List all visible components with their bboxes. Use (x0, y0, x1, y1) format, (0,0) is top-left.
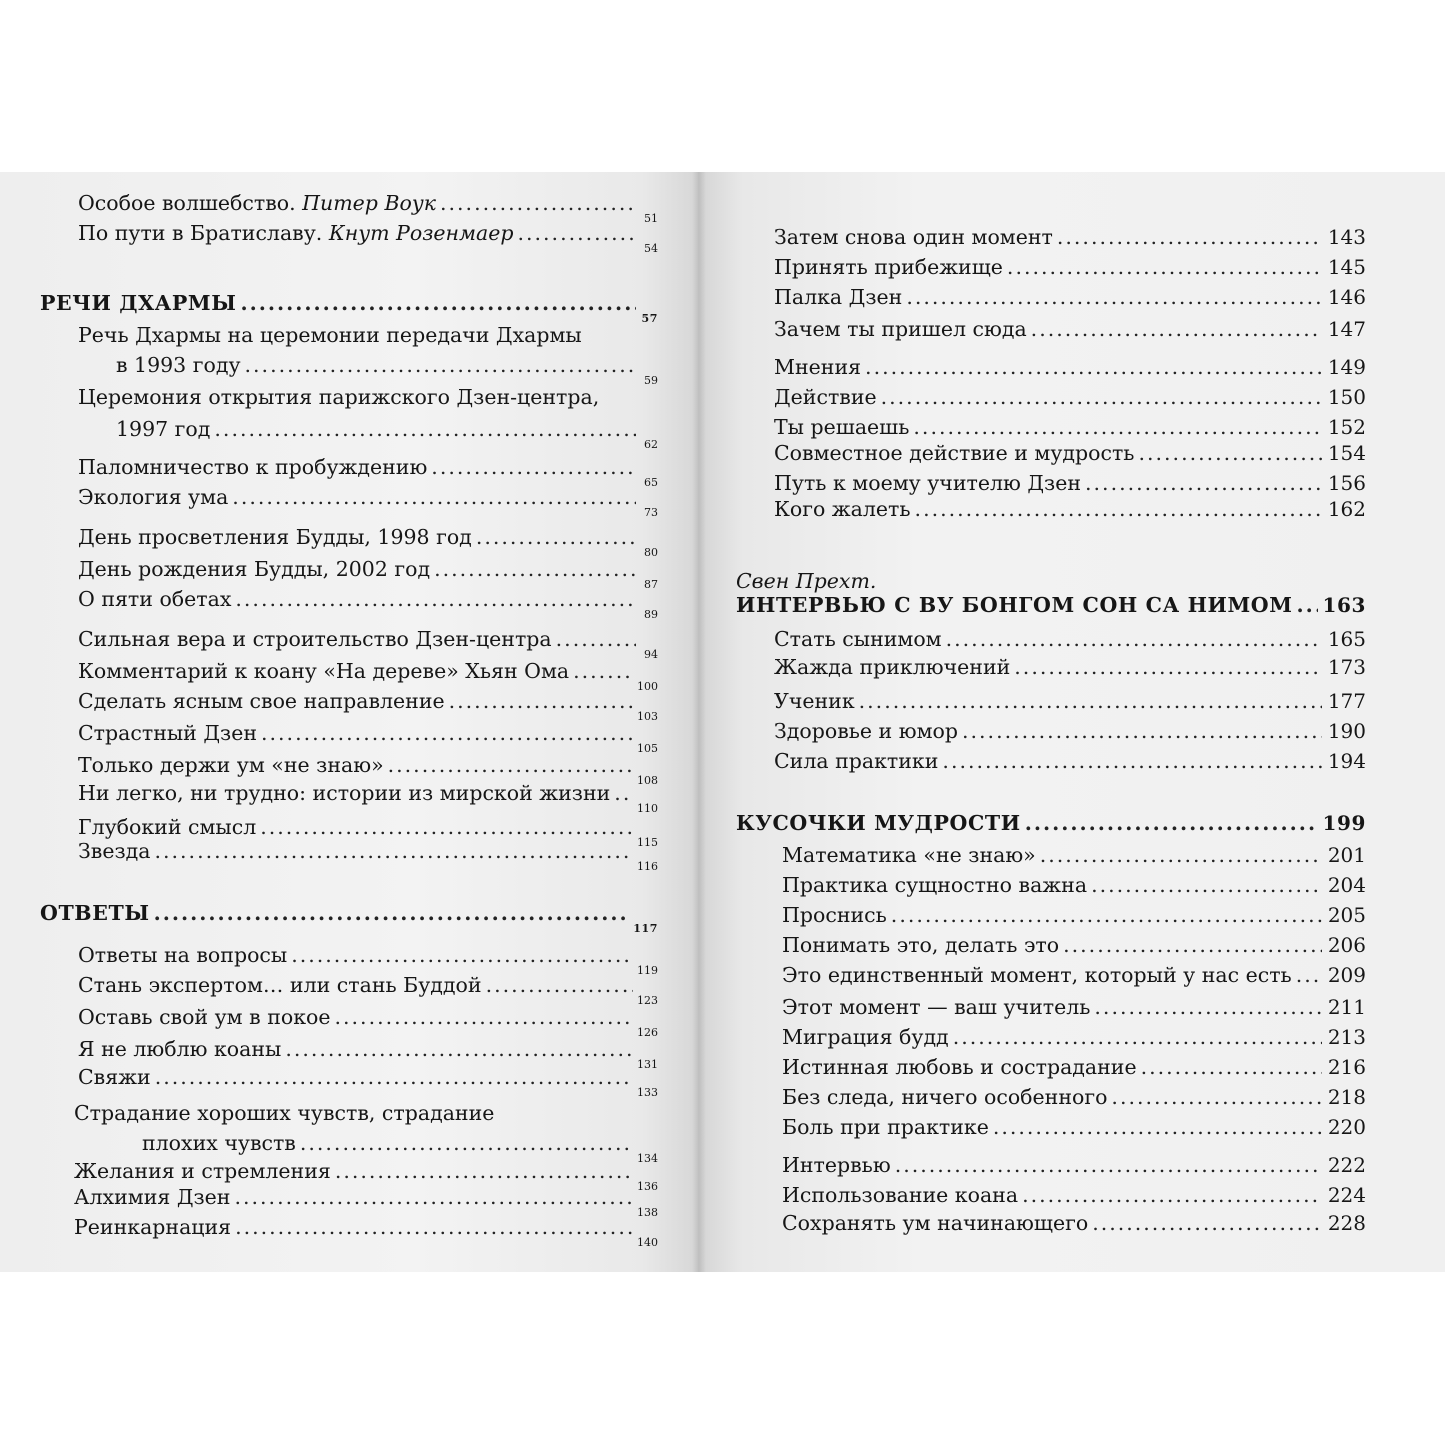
entry-title: Реинкарнация (74, 1215, 232, 1239)
toc-entry (782, 960, 1366, 990)
entry-title: Принять прибежище (774, 255, 1003, 279)
dot-leader (1091, 870, 1322, 900)
toc-entry (782, 992, 1366, 1022)
left-page (0, 172, 698, 1272)
section-heading (736, 808, 1366, 838)
entry-page: 143 (1327, 225, 1366, 249)
entry-page: 115 (637, 836, 658, 849)
entry-title: День рождения Будды, 2002 год (78, 557, 431, 581)
dot-leader (906, 282, 1322, 312)
toc-entry (78, 778, 658, 815)
entry-title-continuation: в 1993 году (116, 353, 241, 377)
entry-page: 224 (1327, 1183, 1366, 1207)
toc-entry (78, 686, 658, 723)
dot-leader (1025, 808, 1319, 838)
entry-title: Страдание хороших чувств, страдание (74, 1101, 495, 1125)
dot-leader (388, 750, 633, 780)
entry-page: 80 (644, 546, 658, 559)
entry-title: Боль при практике (782, 1115, 989, 1139)
toc-entry (78, 1034, 658, 1071)
toc-entry (774, 222, 1366, 252)
entry-page: 204 (1327, 873, 1366, 897)
entry-page: 162 (1327, 497, 1366, 521)
dot-leader (214, 414, 636, 444)
toc-entry (78, 656, 658, 693)
entry-title: Это единственный момент, который у нас есть (782, 963, 1292, 987)
entry-title: Сохранять ум начинающего (782, 1211, 1089, 1235)
entry-page: 211 (1327, 995, 1366, 1019)
entry-page: 220 (1327, 1115, 1366, 1139)
section-title: РЕЧИ ДХАРМЫ (40, 291, 237, 315)
dot-leader (1297, 590, 1319, 620)
dot-leader (154, 836, 633, 866)
section-heading (40, 898, 658, 935)
toc-entry (774, 652, 1366, 682)
toc-entry (78, 750, 658, 787)
toc-entry (142, 1128, 658, 1165)
toc-entry (78, 482, 658, 519)
toc-entry (78, 1002, 658, 1039)
dot-leader (895, 1150, 1322, 1180)
dot-leader (300, 1128, 633, 1158)
dot-leader (614, 778, 633, 808)
entry-title: Сила практики (774, 749, 939, 773)
entry-title: Мнения (774, 355, 862, 379)
dot-leader (449, 686, 633, 716)
dot-leader (240, 288, 636, 318)
dot-leader (1138, 438, 1322, 468)
entry-author: Питер Воук (302, 191, 436, 215)
entry-page: 145 (1327, 255, 1366, 279)
toc-entry (774, 494, 1366, 524)
entry-page: 165 (1327, 627, 1366, 651)
entry-page: 126 (637, 1026, 658, 1039)
toc-entry (782, 1150, 1366, 1180)
entry-title: Практика сущностно важна (782, 873, 1088, 897)
dot-leader (953, 1022, 1322, 1052)
dot-leader (1296, 960, 1322, 990)
dot-leader (232, 482, 636, 512)
entry-page: 201 (1327, 843, 1366, 867)
toc-entry (74, 1182, 658, 1219)
entry-author: Кнут Розенмаер (328, 221, 514, 245)
toc-entry (774, 624, 1366, 654)
entry-page: 131 (637, 1058, 658, 1071)
dot-leader (1040, 840, 1322, 870)
entry-title: Только держи ум «не знаю» (78, 753, 384, 777)
entry-page: 140 (637, 1236, 658, 1249)
entry-page: 138 (637, 1206, 658, 1219)
dot-leader (434, 554, 636, 584)
entry-title: Миграция будд (782, 1025, 949, 1049)
entry-title: Желания и стремления (74, 1159, 331, 1183)
section-heading (40, 288, 658, 325)
toc-entry (782, 1082, 1366, 1112)
entry-page: 228 (1327, 1211, 1366, 1235)
dot-leader (1014, 652, 1322, 682)
entry-title: Жажда приключений (774, 655, 1011, 679)
entry-title: Экология ума (78, 485, 229, 509)
dot-leader (476, 522, 636, 552)
dot-leader (431, 452, 636, 482)
entry-title: Этот момент — ваш учитель (782, 995, 1091, 1019)
toc-entry (782, 1022, 1366, 1052)
book-spread (0, 172, 1445, 1272)
book-gutter (692, 172, 706, 1272)
dot-leader (1092, 1208, 1322, 1238)
section-page: 163 (1322, 593, 1366, 617)
dot-leader (291, 940, 633, 970)
entry-title: Зачем ты пришел сюда (774, 317, 1027, 341)
toc-entry (782, 1180, 1366, 1210)
entry-page: 147 (1327, 317, 1366, 341)
entry-title-continuation: 1997 год (116, 417, 211, 441)
toc-entry (774, 252, 1366, 282)
entry-page: 209 (1327, 963, 1366, 987)
dot-leader (1031, 314, 1322, 344)
entry-page: 134 (637, 1152, 658, 1165)
toc-entry (78, 718, 658, 755)
entry-page: 65 (644, 476, 658, 489)
entry-page: 213 (1327, 1025, 1366, 1049)
entry-title: Истинная любовь и сострадание (782, 1055, 1137, 1079)
toc-entry (782, 1052, 1366, 1082)
toc-entry (78, 836, 658, 873)
entry-title: Интервью (782, 1153, 891, 1177)
toc-entry (774, 686, 1366, 716)
entry-title: Церемония открытия парижского Дзен-центра, (78, 385, 600, 409)
toc-entry (78, 584, 658, 621)
entry-page: 59 (644, 374, 658, 387)
entry-page: 133 (637, 1086, 658, 1099)
dot-leader (245, 350, 636, 380)
entry-page: 100 (637, 680, 658, 693)
toc-entry (774, 382, 1366, 412)
entry-title: Звезда (78, 839, 151, 863)
entry-page: 123 (637, 994, 658, 1007)
right-page (698, 172, 1445, 1272)
toc-entry (774, 352, 1366, 382)
entry-title: Ответы на вопросы (78, 943, 288, 967)
dot-leader (915, 494, 1322, 524)
toc-entry (78, 188, 658, 225)
dot-leader (946, 624, 1322, 654)
section-page: 57 (641, 312, 658, 325)
dot-leader (235, 584, 636, 614)
entry-title: Я не люблю коаны (78, 1037, 282, 1061)
entry-title: По пути в Братиславу. (78, 221, 323, 245)
entry-page: 51 (644, 212, 658, 225)
entry-page: 94 (644, 648, 658, 661)
dot-leader (486, 970, 633, 1000)
dot-leader (1007, 252, 1322, 282)
entry-title: Стань экспертом… или стань Буддой (78, 973, 482, 997)
dot-leader (1141, 1052, 1322, 1082)
toc-entry (774, 282, 1366, 312)
dot-leader (285, 1034, 633, 1064)
dot-leader (154, 898, 630, 928)
entry-page: 190 (1327, 719, 1366, 743)
entry-title: Совместное действие и мудрость (774, 441, 1135, 465)
entry-title: Понимать это, делать это (782, 933, 1060, 957)
entry-page: 146 (1327, 285, 1366, 309)
dot-leader (234, 1182, 633, 1212)
toc-entry (774, 314, 1366, 344)
toc-entry (782, 1208, 1366, 1238)
entry-title: Страстный Дзен (78, 721, 257, 745)
entry-page: 218 (1327, 1085, 1366, 1109)
entry-page: 150 (1327, 385, 1366, 409)
entry-title: Палка Дзен (774, 285, 903, 309)
entry-title: Стать сынимом (774, 627, 942, 651)
entry-title: Комментарий к коану «На дереве» Хьян Ома (78, 659, 570, 683)
entry-page: 87 (644, 578, 658, 591)
entry-page: 156 (1327, 471, 1366, 495)
entry-page: 73 (644, 506, 658, 519)
entry-title: Путь к моему учителю Дзен (774, 471, 1082, 495)
toc-entry (116, 350, 658, 387)
section-title: ОТВЕТЫ (40, 901, 150, 925)
dot-leader (891, 900, 1322, 930)
entry-page: 149 (1327, 355, 1366, 379)
toc-entry (74, 1212, 658, 1249)
entry-page: 136 (637, 1180, 658, 1193)
dot-leader (993, 1112, 1322, 1142)
entry-title: Затем снова один момент (774, 225, 1053, 249)
toc-entry (782, 900, 1366, 930)
toc-entry (78, 554, 658, 591)
toc-entry (78, 624, 658, 661)
entry-page: 108 (637, 774, 658, 787)
entry-title: День просветления Будды, 1998 год (78, 525, 472, 549)
toc-entry (78, 940, 658, 977)
dot-leader (573, 656, 633, 686)
toc-entry (78, 452, 658, 489)
dot-leader (235, 1212, 633, 1242)
entry-title-continuation: плохих чувств (142, 1131, 296, 1155)
entry-title: Алхимия Дзен (74, 1185, 231, 1209)
entry-page: 222 (1327, 1153, 1366, 1177)
dot-leader (865, 352, 1322, 382)
entry-page: 194 (1327, 749, 1366, 773)
entry-title: Ученик (774, 689, 855, 713)
dot-leader (1057, 222, 1322, 252)
dot-leader (1063, 930, 1322, 960)
entry-page: 177 (1327, 689, 1366, 713)
entry-title: Оставь свой ум в покое (78, 1005, 331, 1029)
entry-page: 205 (1327, 903, 1366, 927)
entry-title: Речь Дхармы на церемонии передачи Дхармы (78, 323, 582, 347)
entry-page: 173 (1327, 655, 1366, 679)
entry-title: Паломничество к пробуждению (78, 455, 428, 479)
dot-leader (440, 188, 636, 218)
toc-entry (78, 1062, 658, 1099)
dot-leader (1111, 1082, 1322, 1112)
entry-title: Проснись (782, 903, 887, 927)
section-page: 199 (1322, 811, 1366, 835)
section-title: КУСОЧКИ МУДРОСТИ (736, 811, 1021, 835)
toc-entry (774, 716, 1366, 746)
entry-title: О пяти обетах (78, 587, 232, 611)
toc-entry (774, 746, 1366, 776)
section-author: Свен Прехт. (736, 569, 877, 593)
entry-title: Особое волшебство. (78, 191, 296, 215)
toc-entry (116, 414, 658, 451)
dot-leader (859, 686, 1322, 716)
entry-page: 89 (644, 608, 658, 621)
entry-page: 103 (637, 710, 658, 723)
entry-title: Кого жалеть (774, 497, 911, 521)
entry-title: Действие (774, 385, 877, 409)
dot-leader (335, 1002, 634, 1032)
toc-entry (78, 522, 658, 559)
dot-leader (962, 716, 1322, 746)
entry-page: 105 (637, 742, 658, 755)
toc-entry (782, 840, 1366, 870)
entry-title: Ты решаешь (774, 415, 910, 439)
entry-title: Сильная вера и строительство Дзен-центра (78, 627, 552, 651)
dot-leader (517, 218, 636, 248)
dot-leader (942, 746, 1322, 776)
entry-page: 110 (637, 802, 658, 815)
section-page: 117 (633, 922, 658, 935)
entry-title: Сделать ясным свое направление (78, 689, 445, 713)
dot-leader (155, 1062, 633, 1092)
toc-entry (782, 870, 1366, 900)
dot-leader (1022, 1180, 1322, 1210)
entry-page: 54 (644, 242, 658, 255)
dot-leader (1094, 992, 1322, 1022)
entry-title: Без следа, ничего особенного (782, 1085, 1108, 1109)
entry-title: Свяжи (78, 1065, 151, 1089)
entry-page: 154 (1327, 441, 1366, 465)
dot-leader (556, 624, 636, 654)
entry-title: Использование коана (782, 1183, 1019, 1207)
entry-title: Здоровье и юмор (774, 719, 958, 743)
toc-entry (78, 970, 658, 1007)
dot-leader (881, 382, 1322, 412)
toc-entry (78, 218, 658, 255)
section-title: ИНТЕРВЬЮ С ВУ БОНГОМ СОН СА НИМОМ (736, 593, 1293, 617)
section-heading (736, 590, 1366, 620)
entry-page: 62 (644, 438, 658, 451)
entry-page: 152 (1327, 415, 1366, 439)
dot-leader (261, 718, 633, 748)
entry-title: Ни легко, ни трудно: истории из мирской жизни (78, 781, 611, 805)
toc-entry (782, 1112, 1366, 1142)
entry-page: 119 (637, 964, 658, 977)
toc-entry (774, 438, 1366, 468)
entry-page: 116 (637, 860, 658, 873)
entry-title: Глубокий смысл (78, 815, 257, 839)
toc-entry (782, 930, 1366, 960)
entry-page: 216 (1327, 1055, 1366, 1079)
entry-page: 206 (1327, 933, 1366, 957)
entry-title: Математика «не знаю» (782, 843, 1036, 867)
